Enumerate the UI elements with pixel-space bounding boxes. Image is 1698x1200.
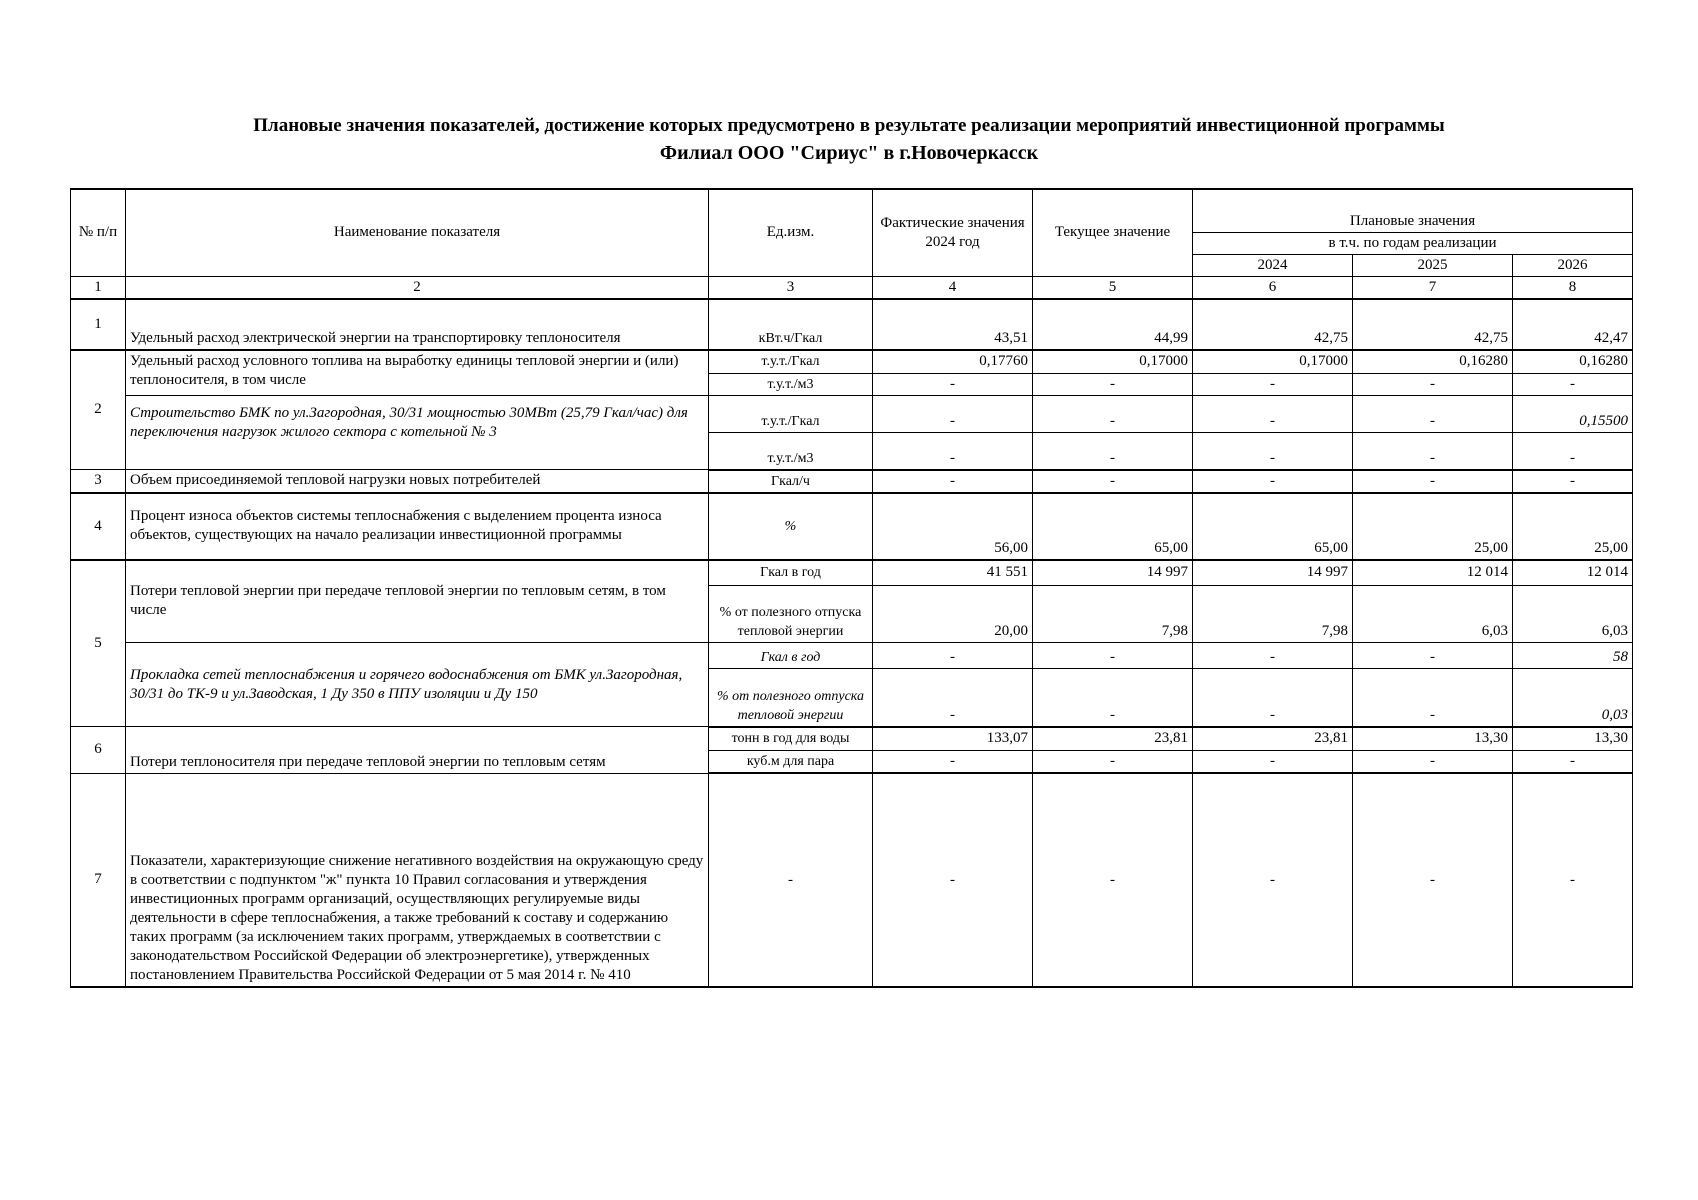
document-subtitle: Филиал ООО "Сириус" в г.Новочеркасск xyxy=(659,142,1039,164)
row-value: - xyxy=(1353,643,1513,669)
row-value: - xyxy=(873,643,1033,669)
row-value: 25,00 xyxy=(1353,493,1513,560)
row-value: - xyxy=(1193,396,1353,433)
row-value: - xyxy=(1193,669,1353,727)
row-value: 14 997 xyxy=(1033,560,1193,586)
header-plan-sub: в т.ч. по годам реализации xyxy=(1193,232,1633,254)
table-row xyxy=(71,643,1633,669)
row-value: - xyxy=(1513,773,1633,987)
row-name: Потери теплоносителя при передаче тепловой энергии по тепловым сетям xyxy=(126,727,709,774)
row-value: - xyxy=(1033,433,1193,470)
document-title: Плановые значения показателей, достижение которых предусмотрено в результате реализации мероприятий инвестиционной программы xyxy=(253,115,1445,136)
col-number: 3 xyxy=(709,276,873,299)
row-num: 7 xyxy=(71,773,126,987)
column-numbers-row xyxy=(71,276,1633,299)
row-value: - xyxy=(1193,643,1353,669)
row-num: 2 xyxy=(71,350,126,470)
row-value: 23,81 xyxy=(1193,727,1353,751)
row-unit: - xyxy=(709,773,873,987)
header-fact: Фактические значения 2024 год xyxy=(873,189,1033,276)
row-value: - xyxy=(1193,773,1353,987)
row-value: 6,03 xyxy=(1513,586,1633,643)
row-unit: кВт.ч/Гкал xyxy=(709,299,873,350)
row-value: 0,03 xyxy=(1513,669,1633,727)
col-number: 5 xyxy=(1033,276,1193,299)
row-value: - xyxy=(1033,773,1193,987)
row-value: - xyxy=(1033,751,1193,774)
row-value: - xyxy=(873,773,1033,987)
table-row xyxy=(71,727,1633,751)
col-number: 1 xyxy=(71,276,126,299)
row-value: - xyxy=(1353,374,1513,396)
table-row xyxy=(71,493,1633,560)
header-num: № п/п xyxy=(71,189,126,276)
row-value: 65,00 xyxy=(1193,493,1353,560)
header-year: 2024 xyxy=(1193,254,1353,276)
row-unit: т.у.т./м3 xyxy=(709,374,873,396)
row-value: 23,81 xyxy=(1033,727,1193,751)
row-value: 14 997 xyxy=(1193,560,1353,586)
row-value: 25,00 xyxy=(1513,493,1633,560)
row-value: - xyxy=(1353,396,1513,433)
col-number: 2 xyxy=(126,276,709,299)
table-row xyxy=(71,350,1633,374)
row-unit: % от полезного отпуска тепловой энергии xyxy=(709,669,873,727)
table-row xyxy=(71,396,1633,433)
row-unit: Гкал в год xyxy=(709,643,873,669)
row-value: 41 551 xyxy=(873,560,1033,586)
row-name: Потери тепловой энергии при передаче тепловой энергии по тепловым сетям, в том числе xyxy=(126,560,709,643)
row-unit: тонн в год для воды xyxy=(709,727,873,751)
row-value: - xyxy=(1193,751,1353,774)
row-name: Объем присоединяемой тепловой нагрузки новых потребителей xyxy=(126,470,709,493)
table-row xyxy=(71,560,1633,586)
row-num: 3 xyxy=(71,470,126,493)
row-value: 42,47 xyxy=(1513,299,1633,350)
row-value: - xyxy=(1353,433,1513,470)
row-name: Удельный расход электрической энергии на транспортировку теплоносителя xyxy=(126,299,709,350)
row-unit: т.у.т./Гкал xyxy=(709,350,873,374)
row-value: 42,75 xyxy=(1353,299,1513,350)
row-value: 12 014 xyxy=(1513,560,1633,586)
header-year: 2026 xyxy=(1513,254,1633,276)
row-value: 0,17760 xyxy=(873,350,1033,374)
row-value: 12 014 xyxy=(1353,560,1513,586)
row-value: 0,16280 xyxy=(1513,350,1633,374)
row-num: 4 xyxy=(71,493,126,560)
row-unit: % от полезного отпуска тепловой энергии xyxy=(709,586,873,643)
row-value: - xyxy=(873,396,1033,433)
row-unit: т.у.т./м3 xyxy=(709,433,873,470)
row-value: - xyxy=(873,374,1033,396)
row-value: - xyxy=(1353,669,1513,727)
row-value: - xyxy=(1353,470,1513,493)
row-value: 20,00 xyxy=(873,586,1033,643)
row-unit: Гкал в год xyxy=(709,560,873,586)
row-unit: куб.м для пара xyxy=(709,751,873,774)
row-name: Удельный расход условного топлива на выработку единицы тепловой энергии и (или) теплоносителя, в том числе xyxy=(126,350,709,396)
table-row xyxy=(71,299,1633,350)
row-num: 5 xyxy=(71,560,126,727)
row-value: 7,98 xyxy=(1033,586,1193,643)
row-value: 6,03 xyxy=(1353,586,1513,643)
col-number: 8 xyxy=(1513,276,1633,299)
row-value: - xyxy=(1033,396,1193,433)
header-year: 2025 xyxy=(1353,254,1513,276)
row-value: 0,15500 xyxy=(1513,396,1633,433)
row-value: - xyxy=(1033,669,1193,727)
row-value: - xyxy=(1033,470,1193,493)
row-value: 42,75 xyxy=(1193,299,1353,350)
row-value: - xyxy=(1033,643,1193,669)
row-subname: Прокладка сетей теплоснабжения и горячего водоснабжения от БМК ул.Загородная, 30/31 до ТК-9 и ул.Заводская, 1 Ду 350 в ППУ изоляции и Ду 150 xyxy=(126,643,709,727)
row-value: 43,51 xyxy=(873,299,1033,350)
table-row xyxy=(71,470,1633,493)
row-value: 7,98 xyxy=(1193,586,1353,643)
row-value: 0,17000 xyxy=(1193,350,1353,374)
row-value: - xyxy=(873,751,1033,774)
header-unit: Ед.изм. xyxy=(709,189,873,276)
row-unit: т.у.т./Гкал xyxy=(709,396,873,433)
row-value: 133,07 xyxy=(873,727,1033,751)
row-value: - xyxy=(873,433,1033,470)
col-number: 7 xyxy=(1353,276,1513,299)
indicators-table xyxy=(70,188,1633,988)
row-value: - xyxy=(1193,470,1353,493)
row-value: 13,30 xyxy=(1513,727,1633,751)
row-name: Процент износа объектов системы теплоснабжения с выделением процента износа объектов, существующих на начало реализации инвестиционной программы xyxy=(126,493,709,560)
row-value: 58 xyxy=(1513,643,1633,669)
row-value: - xyxy=(1193,374,1353,396)
row-value: - xyxy=(1513,374,1633,396)
row-value: 0,17000 xyxy=(1033,350,1193,374)
row-value: - xyxy=(873,669,1033,727)
row-value: 13,30 xyxy=(1353,727,1513,751)
row-unit: % xyxy=(709,493,873,560)
row-num: 6 xyxy=(71,727,126,774)
row-unit: Гкал/ч xyxy=(709,470,873,493)
header-name: Наименование показателя xyxy=(126,189,709,276)
row-value: - xyxy=(1193,433,1353,470)
row-value: 56,00 xyxy=(873,493,1033,560)
header-row xyxy=(71,189,1633,232)
row-value: - xyxy=(1033,374,1193,396)
row-value: - xyxy=(1513,470,1633,493)
row-value: - xyxy=(1513,751,1633,774)
col-number: 6 xyxy=(1193,276,1353,299)
header-current: Текущее значение xyxy=(1033,189,1193,276)
row-name: Показатели, характеризующие снижение негативного воздействия на окружающую среду в соответствии с подпунктом "ж" пункта 10 Правил согласования и утверждения инвестиционных программ организаций, осуществляющих регулируемые виды деятельности в сфере теплоснабжения, а также требований к составу и содержанию таких программ (за исключением таких программ, утверждаемых в соответствии с законодательством Российской Федерации об электроэнергетике), утвержденных постановлением Правительства Российской Федерации от 5 мая 2014 г. № 410 xyxy=(126,773,709,987)
table-row xyxy=(71,773,1633,987)
col-number: 4 xyxy=(873,276,1033,299)
row-subname: Строительство БМК по ул.Загородная, 30/31 мощностью 30МВт (25,79 Гкал/час) для переключения нагрузок жилого сектора с котельной № 3 xyxy=(126,396,709,470)
row-value: - xyxy=(1353,751,1513,774)
header-plan: Плановые значения xyxy=(1193,189,1633,232)
row-num: 1 xyxy=(71,299,126,350)
row-value: - xyxy=(1513,433,1633,470)
row-value: 44,99 xyxy=(1033,299,1193,350)
row-value: 65,00 xyxy=(1033,493,1193,560)
row-value: - xyxy=(873,470,1033,493)
row-value: 0,16280 xyxy=(1353,350,1513,374)
row-value: - xyxy=(1353,773,1513,987)
